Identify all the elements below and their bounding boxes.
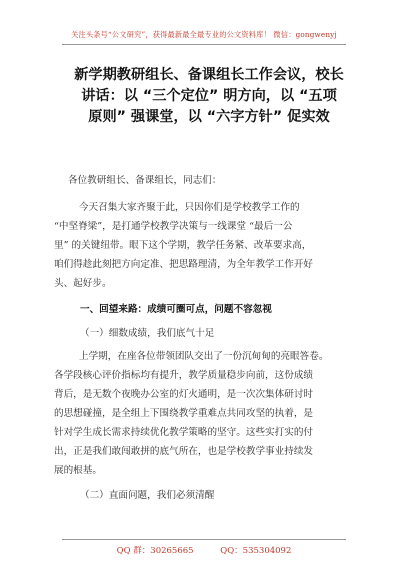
document-title bbox=[54, 65, 364, 128]
achievements-paragraph bbox=[54, 347, 364, 480]
paragraph-line: 里” 的关键纽带。眼下这个学期，教学任务紧、改革要求高， bbox=[54, 240, 312, 251]
paragraph-line: 背后，是无数个夜晚办公室的灯火通明，是一次次集体研讨时 bbox=[54, 389, 314, 400]
footer bbox=[0, 544, 408, 556]
intro-paragraph bbox=[54, 198, 364, 293]
title-line: 讲话：以 “三个定位” 明方向，以 “五项 bbox=[81, 88, 337, 104]
title-line: 原则” 强课堂，以 “六字方针” 促实效 bbox=[88, 109, 330, 125]
subsection-heading: （一）细数成绩，我们底气十足 bbox=[80, 328, 215, 339]
paragraph-line: 今天召集大家齐聚于此，只因你们是学校教学工作的 bbox=[79, 202, 300, 213]
footer-qq: QQ：535304092 bbox=[220, 546, 292, 556]
paragraph-line: 咱们得趁此刻把方向定准、把思路理清，为全年教学工作开好 bbox=[54, 259, 314, 270]
title-line: 新学期教研组长、备课组长工作会议，校长 bbox=[74, 67, 344, 83]
paragraph-line: 各学段核心评价指标均有提升，教学质量稳步向前，这份成绩 bbox=[54, 370, 314, 381]
footer-divider bbox=[62, 539, 346, 540]
section-heading: 一、回望来路：成绩可圈可点，问题不容忽视 bbox=[80, 304, 272, 315]
paragraph-line: 展的根基。 bbox=[54, 465, 102, 476]
paragraph-line: 针对学生成长需求持续优化教学策略的坚守。这些实打实的付 bbox=[54, 427, 314, 438]
paragraph-line: “中坚脊梁”，是打通学校教学决策与一线课堂 “最后一公 bbox=[54, 221, 293, 232]
paragraph-line: 出，正是我们敢闯敢拼的底气所在，也是学校教学事业持续发 bbox=[54, 446, 314, 457]
paragraph-line: 头、起好步。 bbox=[54, 278, 112, 289]
subsection-heading: （二）直面问题，我们必须清醒 bbox=[80, 490, 215, 501]
header-note: 关注头条号“公文研究”，获得最新最全最专业的公文资料库！ 微信：gongwenyj bbox=[71, 30, 337, 39]
footer-qq-group: QQ 群：30265665 bbox=[116, 546, 194, 556]
salutation: 各位教研组长、备课组长，同志们： bbox=[68, 175, 222, 186]
paragraph-line: 的思想碰撞，是全组上下围绕教学重难点共同攻坚的执着，是 bbox=[54, 408, 314, 419]
paragraph-line: 上学期，在座各位带领团队交出了一份沉甸甸的亮眼答卷。 bbox=[79, 351, 329, 362]
header-divider bbox=[62, 44, 346, 45]
